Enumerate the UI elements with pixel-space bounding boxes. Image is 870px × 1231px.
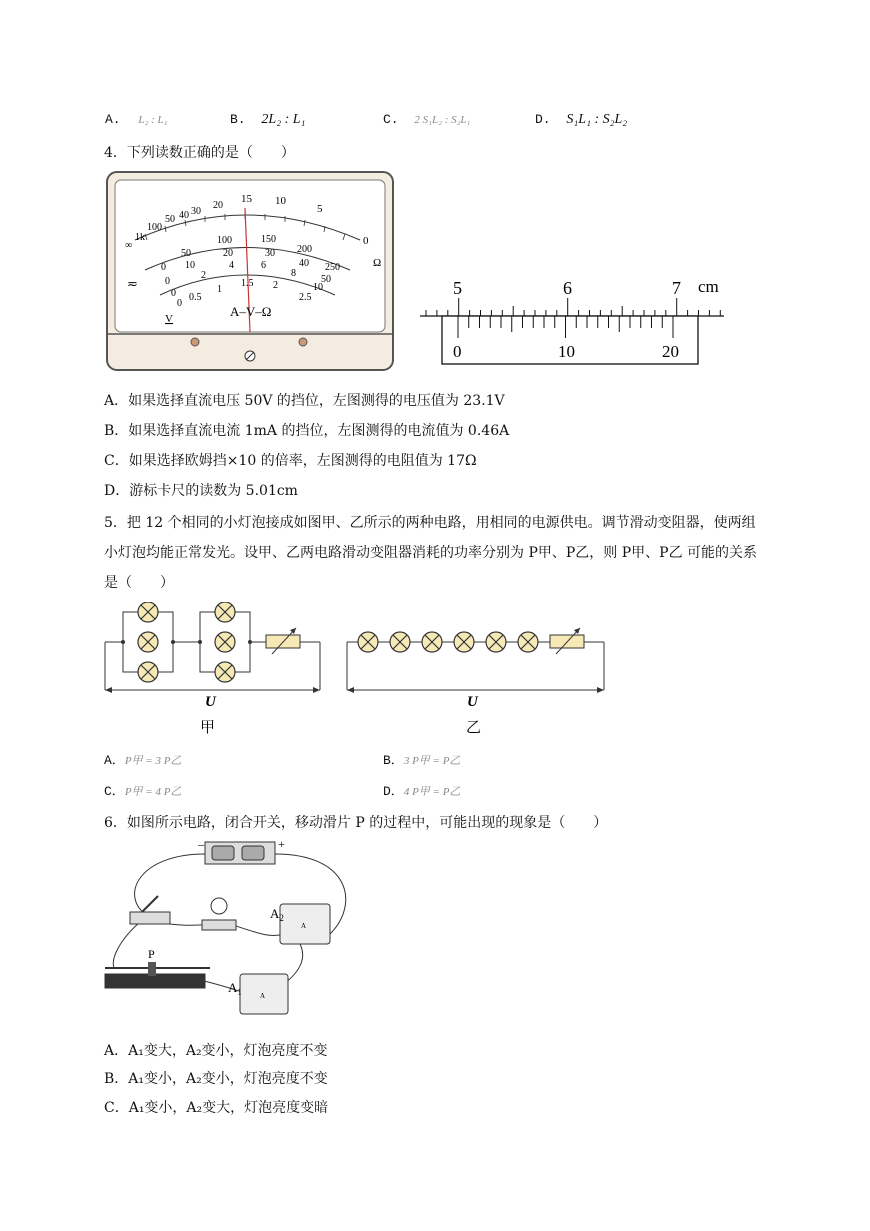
vernier-caliper-figure xyxy=(418,272,728,367)
caliper-vernier-0: 0 xyxy=(453,342,462,361)
dc-c-8: 8 xyxy=(291,268,296,279)
dc-a-0: 0 xyxy=(161,262,166,273)
caliper-main-7: 7 xyxy=(672,278,681,298)
q3-option-a: A. L₂ : L₁ xyxy=(105,112,168,127)
q4-option-a: A．如果选择直流电压 50V 的挡位，左图测得的电压值为 23.1V xyxy=(104,393,505,409)
bulb-icon xyxy=(215,602,235,622)
q6-option-a: A．A₁变大，A₂变小，灯泡亮度不变 xyxy=(104,1043,328,1059)
dc-a-150: 150 xyxy=(261,234,276,245)
svg-text:A: A xyxy=(301,922,307,930)
ohm-scale-40: 40 xyxy=(179,210,189,221)
q3-option-a-expr: L₂ : L₁ xyxy=(138,114,168,126)
q3-option-d-expr: S₁L₁ : S₂L₂ xyxy=(566,112,628,127)
fig-right-caption: 乙 xyxy=(466,720,482,736)
q5-option-c: C．P甲 = 4 P乙 xyxy=(104,784,182,799)
bulb-icon xyxy=(486,632,506,652)
q4-option-d: D．游标卡尺的读数为 5.01cm xyxy=(104,483,298,499)
q6-circuit-figure xyxy=(100,834,350,1029)
dc-a-100: 100 xyxy=(217,235,232,246)
ohm-scale-10: 10 xyxy=(275,195,286,207)
bulb-icon xyxy=(454,632,474,652)
bulb-icon xyxy=(518,632,538,652)
ac-0: 0 xyxy=(177,298,182,309)
ac-2: 2 xyxy=(273,280,278,291)
v-symbol: V xyxy=(165,313,173,325)
caliper-main-5: 5 xyxy=(453,278,462,298)
ac-0-5: 0.5 xyxy=(189,292,202,303)
lamp-base-icon xyxy=(202,920,236,930)
ac-2-5: 2.5 xyxy=(299,292,312,303)
ohm-scale-30: 30 xyxy=(191,206,201,217)
dc-c-2: 2 xyxy=(201,270,206,281)
ohm-scale-0: 0 xyxy=(363,235,369,247)
q5-stem-line3: 是（ ） xyxy=(104,575,174,591)
ammeter-a1-label: $A_1$ xyxy=(228,980,242,997)
switch-icon xyxy=(130,912,170,924)
bulb-icon xyxy=(138,632,158,652)
q5-option-d: D．4 P甲 = P乙 xyxy=(383,784,461,799)
dc-a-250: 250 xyxy=(325,262,340,273)
q3-option-d: D. S₁L₁ : S₂L₂ xyxy=(535,112,628,127)
ammeter-a2-label: $A_2$ xyxy=(270,906,284,923)
bulb-icon xyxy=(215,662,235,682)
dc-a-200: 200 xyxy=(297,244,312,255)
q4-option-b: B．如果选择直流电流 1mA 的挡位，左图测得的电流值为 0.46A xyxy=(104,423,510,439)
slider-p-label: P xyxy=(148,947,155,961)
battery-plus: + xyxy=(278,837,285,851)
q3-option-b: B. 2L₂ : L₁ xyxy=(230,112,306,127)
ohm-scale-15: 15 xyxy=(241,193,252,205)
dc-b-20: 20 xyxy=(223,248,233,259)
q6-stem: 6．如图所示电路，闭合开关，移动滑片 P 的过程中，可能出现的现象是（ ） xyxy=(104,815,608,831)
q3-option-c: C. 2 S₁L₂ : S₂L₁ xyxy=(383,112,471,127)
ac-1-5: 1.5 xyxy=(241,278,254,289)
q6-option-b: B．A₁变小，A₂变小，灯泡亮度不变 xyxy=(104,1071,328,1087)
caliper-vernier-10: 10 xyxy=(558,342,575,361)
dc-c-0: 0 xyxy=(171,288,176,299)
ac-symbol: ≂ xyxy=(127,276,138,291)
q3-option-c-expr: 2 S₁L₂ : S₂L₁ xyxy=(414,114,471,126)
multimeter-figure xyxy=(105,170,395,372)
fig-right-u: U xyxy=(467,694,478,710)
dc-c-4: 4 xyxy=(229,260,234,271)
dc-a-50: 50 xyxy=(181,248,191,259)
ohm-scale-20: 20 xyxy=(213,200,223,211)
battery-cell-icon xyxy=(212,846,234,860)
fig-left-u: U xyxy=(205,694,216,710)
ac-1: 1 xyxy=(217,284,222,295)
dc-b-40: 40 xyxy=(299,258,309,269)
bulb-icon xyxy=(390,632,410,652)
svg-text:A: A xyxy=(260,992,266,1000)
q6-option-c: C．A₁变小，A₂变大，灯泡亮度变暗 xyxy=(104,1100,329,1116)
ohm-scale-5: 5 xyxy=(317,203,323,215)
bulb-icon xyxy=(138,662,158,682)
fig-left-caption: 甲 xyxy=(200,720,216,736)
lamp-bulb-icon xyxy=(211,898,227,914)
dc-b-10: 10 xyxy=(185,260,195,271)
q5-circuit-figure xyxy=(100,602,615,742)
battery-minus: – xyxy=(198,837,204,851)
q5-stem-line1: 5．把 12 个相同的小灯泡接成如图甲、乙所示的两种电路，用相同的电源供电。调节滑动变阻器，使两组 xyxy=(104,515,756,531)
dc-c-6: 6 xyxy=(261,260,266,271)
q4-stem: 4．下列读数正确的是（ ） xyxy=(104,145,295,161)
bulb-icon xyxy=(358,632,378,652)
q5-option-a: A．P甲 = 3 P乙 xyxy=(104,753,182,768)
dc-b-50: 50 xyxy=(321,274,331,285)
ohm-scale-inf: ∞ xyxy=(125,240,133,251)
ohm-scale-100: 100 xyxy=(147,222,162,233)
dc-b-30: 30 xyxy=(265,248,275,259)
q5-option-b: B．3 P甲 = P乙 xyxy=(383,753,461,768)
ohm-scale-50: 50 xyxy=(165,214,175,225)
caliper-vernier-20: 20 xyxy=(662,342,679,361)
q3-option-b-expr: 2L₂ : L₁ xyxy=(261,112,306,127)
dc-c-10: 10 xyxy=(313,282,323,293)
ohm-unit-label: Ω xyxy=(373,257,382,269)
bulb-icon xyxy=(422,632,442,652)
slider-p-icon xyxy=(148,962,156,976)
battery-cell-icon xyxy=(242,846,264,860)
terminal-left-icon xyxy=(191,338,199,346)
dc-b-0: 0 xyxy=(165,276,170,287)
rheostat-icon xyxy=(105,974,205,988)
meter-center-label: A–V–Ω xyxy=(230,304,272,319)
q4-option-c: C．如果选择欧姆挡×10 的倍率，左图测得的电阻值为 17Ω xyxy=(104,453,477,469)
terminal-right-icon xyxy=(299,338,307,346)
ohm-scale-1k: 1k xyxy=(135,232,145,243)
caliper-unit: cm xyxy=(698,277,719,296)
bulb-icon xyxy=(215,632,235,652)
caliper-main-6: 6 xyxy=(563,278,572,298)
bulb-icon xyxy=(138,602,158,622)
q5-stem-line2: 小灯泡均能正常发光。设甲、乙两电路滑动变阻器消耗的功率分别为 P甲、P乙，则 P甲、P乙 可能的关系 xyxy=(104,545,758,561)
